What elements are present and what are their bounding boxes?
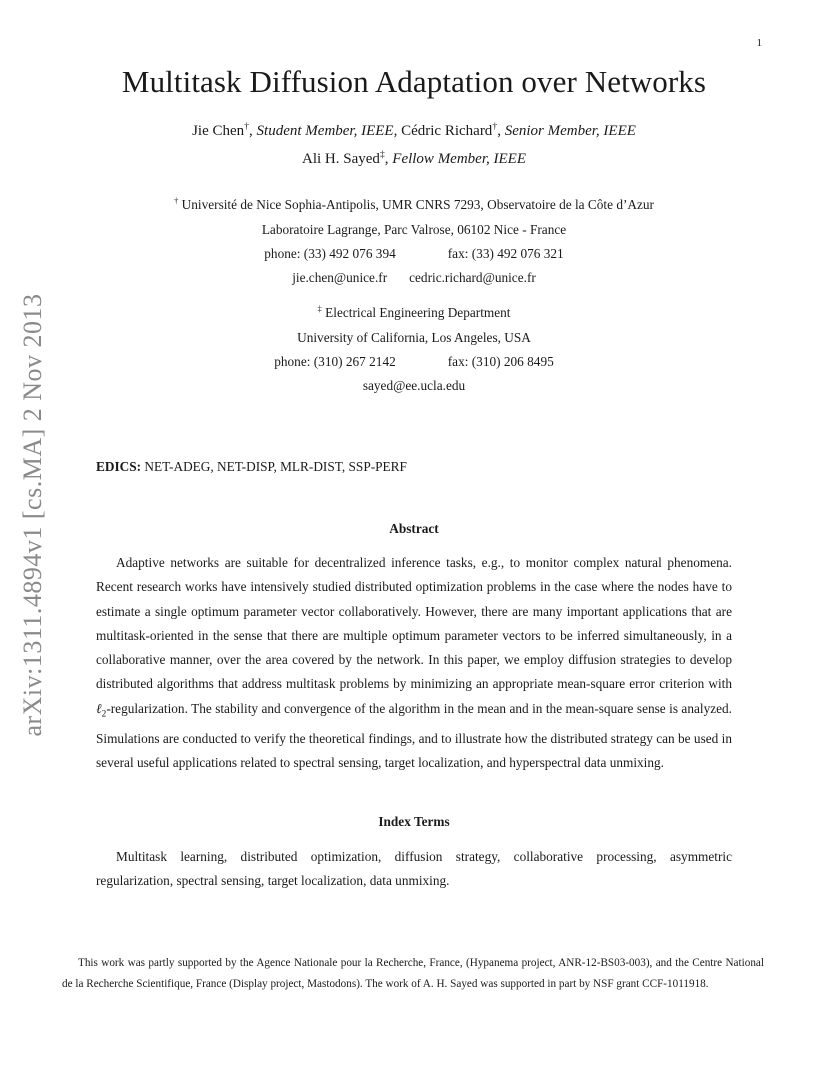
index-terms-body [96, 845, 732, 894]
email-text: cedric.richard@unice.fr [409, 270, 536, 285]
edics-label: EDICS: [96, 459, 142, 474]
affiliation-1-contact [0, 246, 828, 262]
phone-text: phone: (33) 492 076 394 [264, 246, 396, 261]
fax-text: fax: (310) 206 8495 [447, 354, 554, 369]
affiliation-2-line-2: University of California, Los Angeles, USA [297, 330, 531, 345]
author-name: Jie Chen [192, 123, 245, 139]
abstract-text: -regularization. The stability and convergence of the algorithm in the mean and in the mean-square sense is analyzed. Simulations are conducted to verify the theoretical findings, and to illustrate how the distributed strategy can be used in several useful applications related to spectral sensing, target localization, and hyperspectral data unmixing. [96, 700, 732, 771]
abstract-heading: Abstract [389, 521, 439, 536]
affiliation-1-line-2: Laboratoire Lagrange, Parc Valrose, 06102 Nice - France [261, 222, 567, 237]
affiliation-text: Electrical Engineering Department [325, 305, 511, 320]
fax-text: fax: (33) 492 076 321 [447, 246, 564, 261]
author-name: Ali H. Sayed [301, 151, 380, 167]
author-role: Student Member, IEEE [256, 123, 394, 139]
affiliation-mark: † [492, 121, 498, 132]
phone-text: phone: (310) 267 2142 [274, 354, 396, 369]
funding-footnote [62, 953, 764, 995]
affiliation-mark: ‡ [317, 303, 322, 314]
affiliation-2-email: sayed@ee.ucla.edu [362, 378, 466, 393]
author-line-1: Jie Chen†, Student Member, IEEE, Cédric Richard†, Senior Member, IEEE [192, 121, 636, 139]
page-number: 1 [756, 37, 762, 49]
abstract-text: Adaptive networks are suitable for decentralized inference tasks, e.g., to monitor complex natural phenomena. Recent research works have intensively studied distributed optimization problems in the case where the nodes have to estimate a single optimum parameter vector collaboratively. However, there are many important applications that are multitask-oriented in the sense that there are multiple optimum parameter vectors to be inferred simultaneously, in a collaborative manner, over the area covered by the network. In this paper, we employ diffusion strategies to develop distributed algorithms that address multitask problems by minimizing an appropriate mean-square error criterion with [96, 555, 732, 692]
author-role: Senior Member, IEEE [504, 123, 636, 139]
affiliation-2-contact [0, 354, 828, 370]
ell-symbol: ℓ [96, 700, 102, 716]
author-line-2: Ali H. Sayed‡, Fellow Member, IEEE [301, 149, 526, 167]
affiliation-mark: † [174, 195, 179, 206]
paper-title: Multitask Diffusion Adaptation over Networks [121, 64, 707, 99]
edics-line [96, 459, 407, 475]
affiliation-mark: † [244, 121, 250, 132]
ell-subscript: 2 [101, 709, 107, 720]
email-text: jie.chen@unice.fr [292, 270, 388, 285]
affiliation-mark: ‡ [379, 149, 385, 160]
affiliation-1-emails [0, 270, 828, 286]
index-terms-text: Multitask learning, distributed optimization, diffusion strategy, collaborative processing, asymmetric regularization, spectral sensing, target localization, data unmixing. [96, 849, 732, 889]
abstract-body [96, 551, 732, 775]
affiliation-1-line-1 [0, 197, 828, 213]
index-terms-heading: Index Terms [378, 814, 450, 829]
edics-text: NET-ADEG, NET-DISP, MLR-DIST, SSP-PERF [144, 459, 407, 474]
author-role: Fellow Member, IEEE [392, 151, 526, 167]
footnote-text: This work was partly supported by the Agence Nationale pour la Recherche, France, (Hypanema project, ANR-12-BS03-003), and the Centre National de la Recherche Scientifique, France (Display project, Mastodons). The work of A. H. Sayed was supported in part by NSF grant CCF-1011918. [62, 957, 764, 990]
author-name: Cédric Richard [401, 123, 493, 139]
arxiv-stamp: arXiv:1311.4894v1 [cs.MA] 2 Nov 2013 [18, 293, 47, 737]
affiliation-2-line-1 [0, 305, 828, 321]
affiliation-text: Université de Nice Sophia-Antipolis, UMR CNRS 7293, Observatoire de la Côte d’Azur [181, 197, 654, 212]
